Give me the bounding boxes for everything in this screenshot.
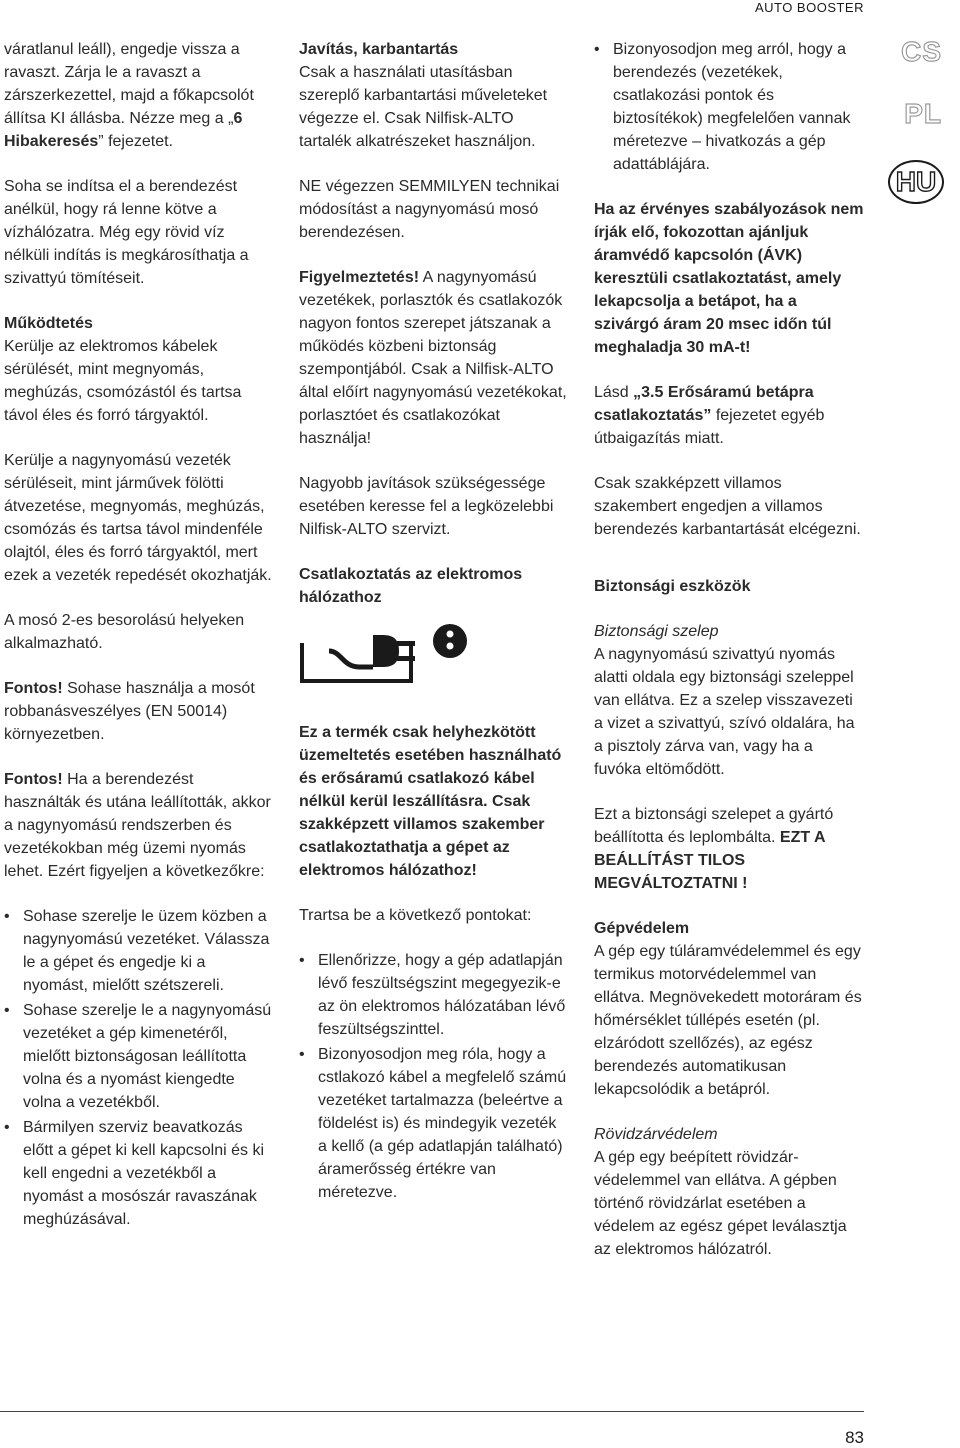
paragraph: A mosó 2-es besorolású helyeken alkalmazható.	[4, 612, 245, 652]
text: Sohase használja a mosót robbanásveszélyes (EN 50014) környezetben.	[4, 680, 255, 743]
paragraph: A gép egy túláramvédelemmel és egy termikus motorvédelemmel van ellátva. Megnövekedett motoráram és hőmérséklet túllépés esetén (pl. elzáródott szellőzés), az egész berendezés automatikusan lekapcsolódik a betápról.	[594, 943, 862, 1098]
subheading-szelep: Biztonsági szelep	[594, 623, 719, 640]
list-item: • Sohase szerelje le üzem közben a nagynyomású vezetéket. Válassza le a gépet és engedje ki a nyomást, mielőtt szétszereli.	[4, 905, 274, 997]
paragraph: Csak a használati utasításban szereplő karbantartási műveleteket végezze el. Csak Nilfisk-ALTO tartalék alkatrészeket használjon.	[299, 64, 548, 150]
language-label-pl: PL	[904, 98, 942, 129]
paragraph	[594, 381, 864, 450]
paragraph: A nagynyomású szivattyú nyomás alatti oldala egy biztonsági szeleppel van ellátva. Ez a szelep visszavezeti a vizet a szivattyú, szívó oldalára, ha a pisztoly zárva van, vagy ha a fuvóka eltömődött.	[594, 646, 855, 778]
paragraph: Kerülje az elektromos kábelek sérülését, mint megnyomás, meghúzás, csomózástól és tartsa távol éles és forró tárgyaktól.	[4, 338, 242, 424]
section-heading-csatlakoztatas: Csatlakoztatás az elektromos hálózathoz	[299, 566, 523, 606]
section-heading-gepvedelem: Gépvédelem	[594, 920, 690, 937]
emphasis: Fontos!	[4, 680, 63, 697]
paragraph	[594, 803, 864, 895]
attention-icon	[432, 623, 468, 659]
paragraph: NE végezzen SEMMILYEN technikai módosítást a nagynyomású mosó berendezésen.	[299, 178, 560, 241]
subheading-rovidzar: Rövidzárvédelem	[594, 1126, 718, 1143]
section-heading-biztonsagi: Biztonsági eszközök	[594, 578, 751, 595]
list-item: • Bármilyen szerviz beavatkozás előtt a gépet ki kell kapcsolni és ki kell engedni a vezetékből a nyomást a mosószár ravaszának meghúzásával.	[4, 1116, 274, 1231]
paragraph	[4, 677, 274, 746]
chapter-reference: 6 Hibakeresés	[4, 110, 243, 150]
paragraph: Soha se indítsa el a berendezést anélkül, hogy rá lenne kötve a vízhálózatra. Még egy rövid víz nélküli indítás is megkárosíthatja a szivattyú tömítéseit.	[4, 178, 249, 287]
text: ” fejezetet.	[98, 133, 173, 150]
language-label-cs: CS	[901, 36, 942, 67]
paragraph: Kerülje a nagynyomású vezeték sérüléseit, mint járművek fölötti átvezetése, megnyomás, meghúzás, csomózás és tartsa távol mindenféle olajtól, éles és forró tárgyaktól, mert ezek a vezeték repedését okozhatják.	[4, 452, 272, 584]
chapter-reference: „3.5 Erősáramú betápra csatlakoztatás”	[594, 384, 814, 424]
paragraph: Csak szakképzett villamos szakembert engedjen a villamos berendezés karbantartását elcégezni.	[594, 475, 861, 538]
section-heading-mukodtetes: Működtetés	[4, 315, 93, 332]
paragraph	[4, 38, 274, 153]
text: váratlanul leáll), engedje vissza a ravaszt. Zárja le a ravaszt a zárszerkezettel, majd a főkapcsolót állítsa KI állásba. Nézze meg a „	[4, 41, 254, 127]
emphasis: Fontos!	[4, 771, 63, 788]
paragraph: Trartsa be a következő pontokat:	[299, 907, 532, 924]
page-number: 83	[845, 1428, 864, 1447]
paragraph: Nagyobb javítások szükségessége esetében keresse fel a legközelebbi Nilfisk-ALTO szervizt.	[299, 475, 554, 538]
text: A nagynyomású vezetékek, porlasztók és csatlakozók nagyon fontos szerepet játszanak a működés közbeni biztonság szempontjából. Csak a Nilfisk-ALTO által előírt nagynyomású vezetékokat, porlasztóet és csatlakozókat használja!	[299, 269, 567, 447]
column-1	[4, 38, 274, 1233]
text: fejezetet egyéb útbaigazítás miatt.	[594, 407, 825, 447]
list-item: • Ellenőrizze, hogy a gép adatlapján lévő feszültségszint megegyezik-e az ön elektromos hálózatában lévő feszültségszinttel.	[299, 949, 569, 1041]
footer-divider	[0, 1411, 864, 1412]
paragraph-bold: Ha az érvényes szabályozások nem írják elő, fokozottan ajánljuk áramvédő kapcsolón (ÁVK) keresztüli csatlakoztatást, amely lekapcsolja a betápot, ha a szivárgó áram 20 msec időn túl meghaladja 30 mA-t!	[594, 201, 864, 356]
text: Lásd	[594, 384, 634, 401]
list-item: • Bizonyosodjon meg arról, hogy a berendezés (vezetékek, csatlakozási pontok és biztosítékok) megfelelően vannak méretezve – hivatkozás a gép adattáblájára.	[594, 38, 864, 176]
text: Ha a berendezést használták és utána leállították, akkor a nagynyomású rendszerben és vezetékokban még üzemi nyomás lehet. Ezért figyeljen a következőkre:	[4, 771, 271, 880]
text: Ezt a biztonsági szelepet a gyártó beállította és leplombálta.	[594, 806, 834, 846]
language-label-hu: HU	[888, 160, 944, 204]
list-item: • Sohase szerelje le a nagynyomású vezetéket a gép kimenetéről, mielőtt biztonságosan leállította volna és a nyomást kiengedte volna a vezetékből.	[4, 999, 274, 1114]
column-3	[594, 38, 864, 1283]
section-heading-javitas: Javítás, karbantartás	[299, 41, 459, 58]
list-item: • Bizonyosodjon meg róla, hogy a cstlakozó kábel a megfelelő számú vezetéket tartalmazza (beleértve a földelést is) és mindegyik vezeték a kellő (a gép adatlapján található) áramerősség értékre van méretezve.	[299, 1043, 569, 1204]
paragraph-bold: Ez a termék csak helyhezkötött üzemeltetés esetében használható és erősáramú csatlakozó kábel nélkül kerül leszállításra. Csak szakképzett villamos szakember csatlakoztathatja a gépet az elektromos hálózathoz!	[299, 724, 562, 879]
paragraph	[299, 266, 569, 450]
emphasis: Figyelmeztetés!	[299, 269, 420, 286]
column-2	[299, 38, 569, 1206]
warning-text: EZT A BEÁLLÍTÁST TILOS MEGVÁLTOZTATNI !	[594, 829, 825, 892]
document-header: AUTO BOOSTER	[754, 0, 864, 15]
paragraph: A gép egy beépített rövidzár-védelemmel van ellátva. A gépben történő rövidzárlat esetében a védelem az egész gépet leválasztja az elektromos hálózatról.	[594, 1149, 847, 1258]
paragraph	[4, 768, 274, 883]
electrical-warning-icons	[299, 621, 569, 683]
